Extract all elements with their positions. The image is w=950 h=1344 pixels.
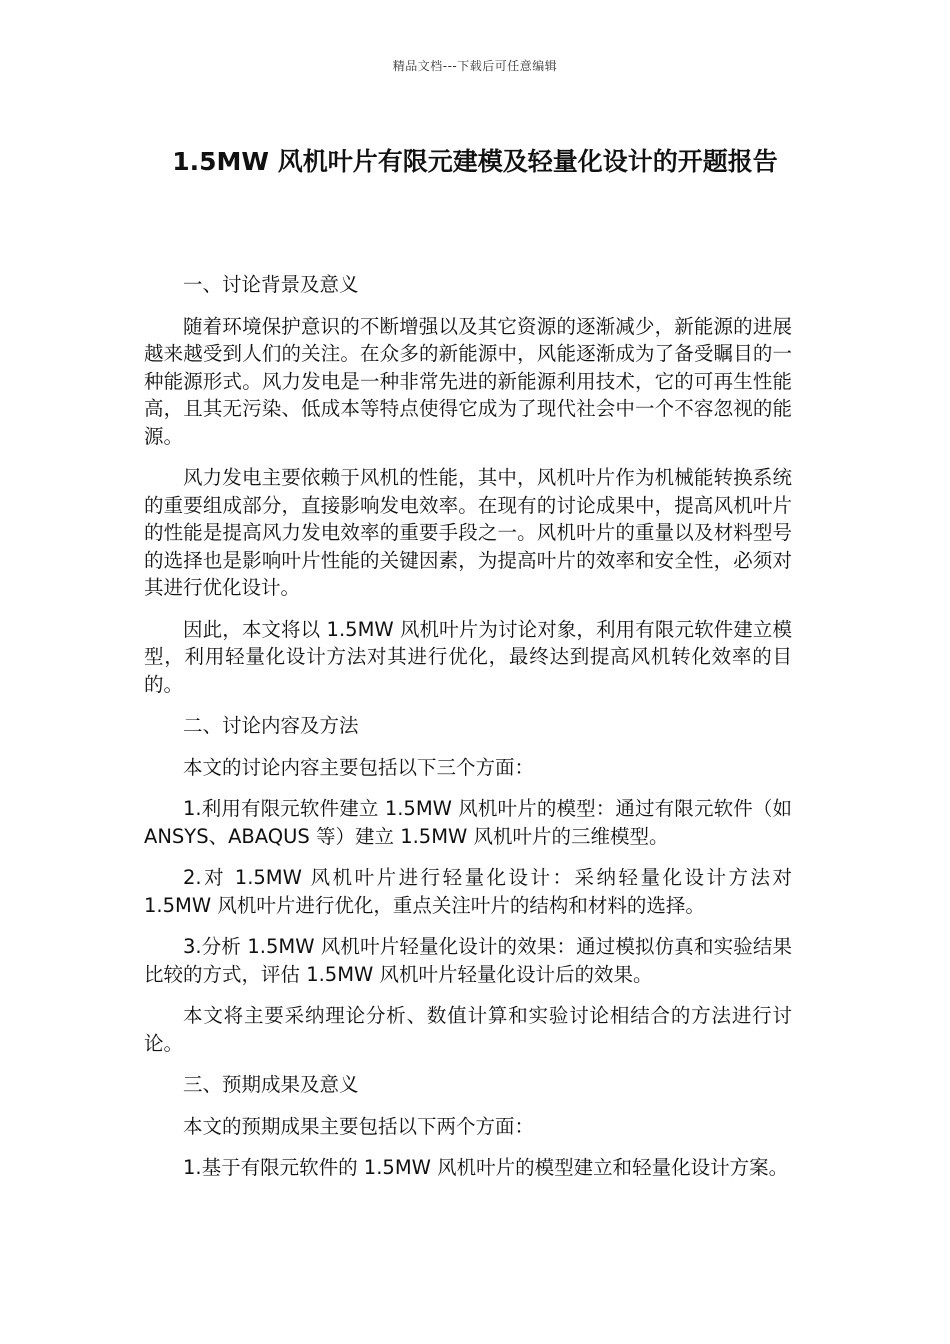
page-header: 精品文档---下载后可任意编辑 [392, 59, 558, 73]
section-heading: 二、讨论内容及方法 [183, 714, 359, 737]
paragraph: 因此，本文将以 1.5MW 风机叶片为讨论对象，利用有限元软件建立模型，利用轻量化设计方法对其进行优化，最终达到提高风机转化效率的目的。 [144, 617, 792, 696]
list-item: 1.基于有限元软件的 1.5MW 风机叶片的模型建立和轻量化设计方案。 [183, 1156, 789, 1179]
paragraph: 本文将主要采纳理论分析、数值计算和实验讨论相结合的方法进行讨论。 [144, 1004, 792, 1055]
list-item: 3.分析 1.5MW 风机叶片轻量化设计的效果：通过模拟仿真和实验结果比较的方式，评估 1.5MW 风机叶片轻量化设计后的效果。 [144, 935, 792, 986]
paragraph: 随着环境保护意识的不断增强以及其它资源的逐渐减少，新能源的进展越来越受到人们的关注。在众多的新能源中，风能逐渐成为了备受瞩目的一种能源形式。风力发电是一种非常先进的新能源利用技术，它的可再生性能高，且其无污染、低成本等特点使得它成为了现代社会中一个不容忽视的能源。 [144, 314, 792, 448]
paragraph: 本文的预期成果主要包括以下两个方面： [183, 1114, 535, 1138]
paragraph: 本文的讨论内容主要包括以下三个方面： [183, 755, 535, 779]
document-body [144, 271, 792, 1196]
list-item: 1.利用有限元软件建立 1.5MW 风机叶片的模型：通过有限元软件（如 ANSYS、ABAQUS 等）建立 1.5MW 风机叶片的三维模型。 [144, 797, 792, 848]
paragraph: 风力发电主要依赖于风机的性能，其中，风机叶片作为机械能转换系统的重要组成部分，直接影响发电效率。在现有的讨论成果中，提高风机叶片的性能是提高风力发电效率的重要手段之一。风机叶片的重量以及材料型号的选择也是影响叶片性能的关键因素，为提高叶片的效率和安全性，必须对其进行优化设计。 [144, 466, 792, 599]
document-title: 1.5MW 风机叶片有限元建模及轻量化设计的开题报告 [172, 147, 778, 176]
section-heading: 一、讨论背景及意义 [183, 273, 359, 296]
section-heading: 三、预期成果及意义 [183, 1073, 359, 1096]
list-item: 2.对 1.5MW 风机叶片进行轻量化设计：采纳轻量化设计方法对 1.5MW 风机叶片进行优化，重点关注叶片的结构和材料的选择。 [144, 866, 792, 917]
